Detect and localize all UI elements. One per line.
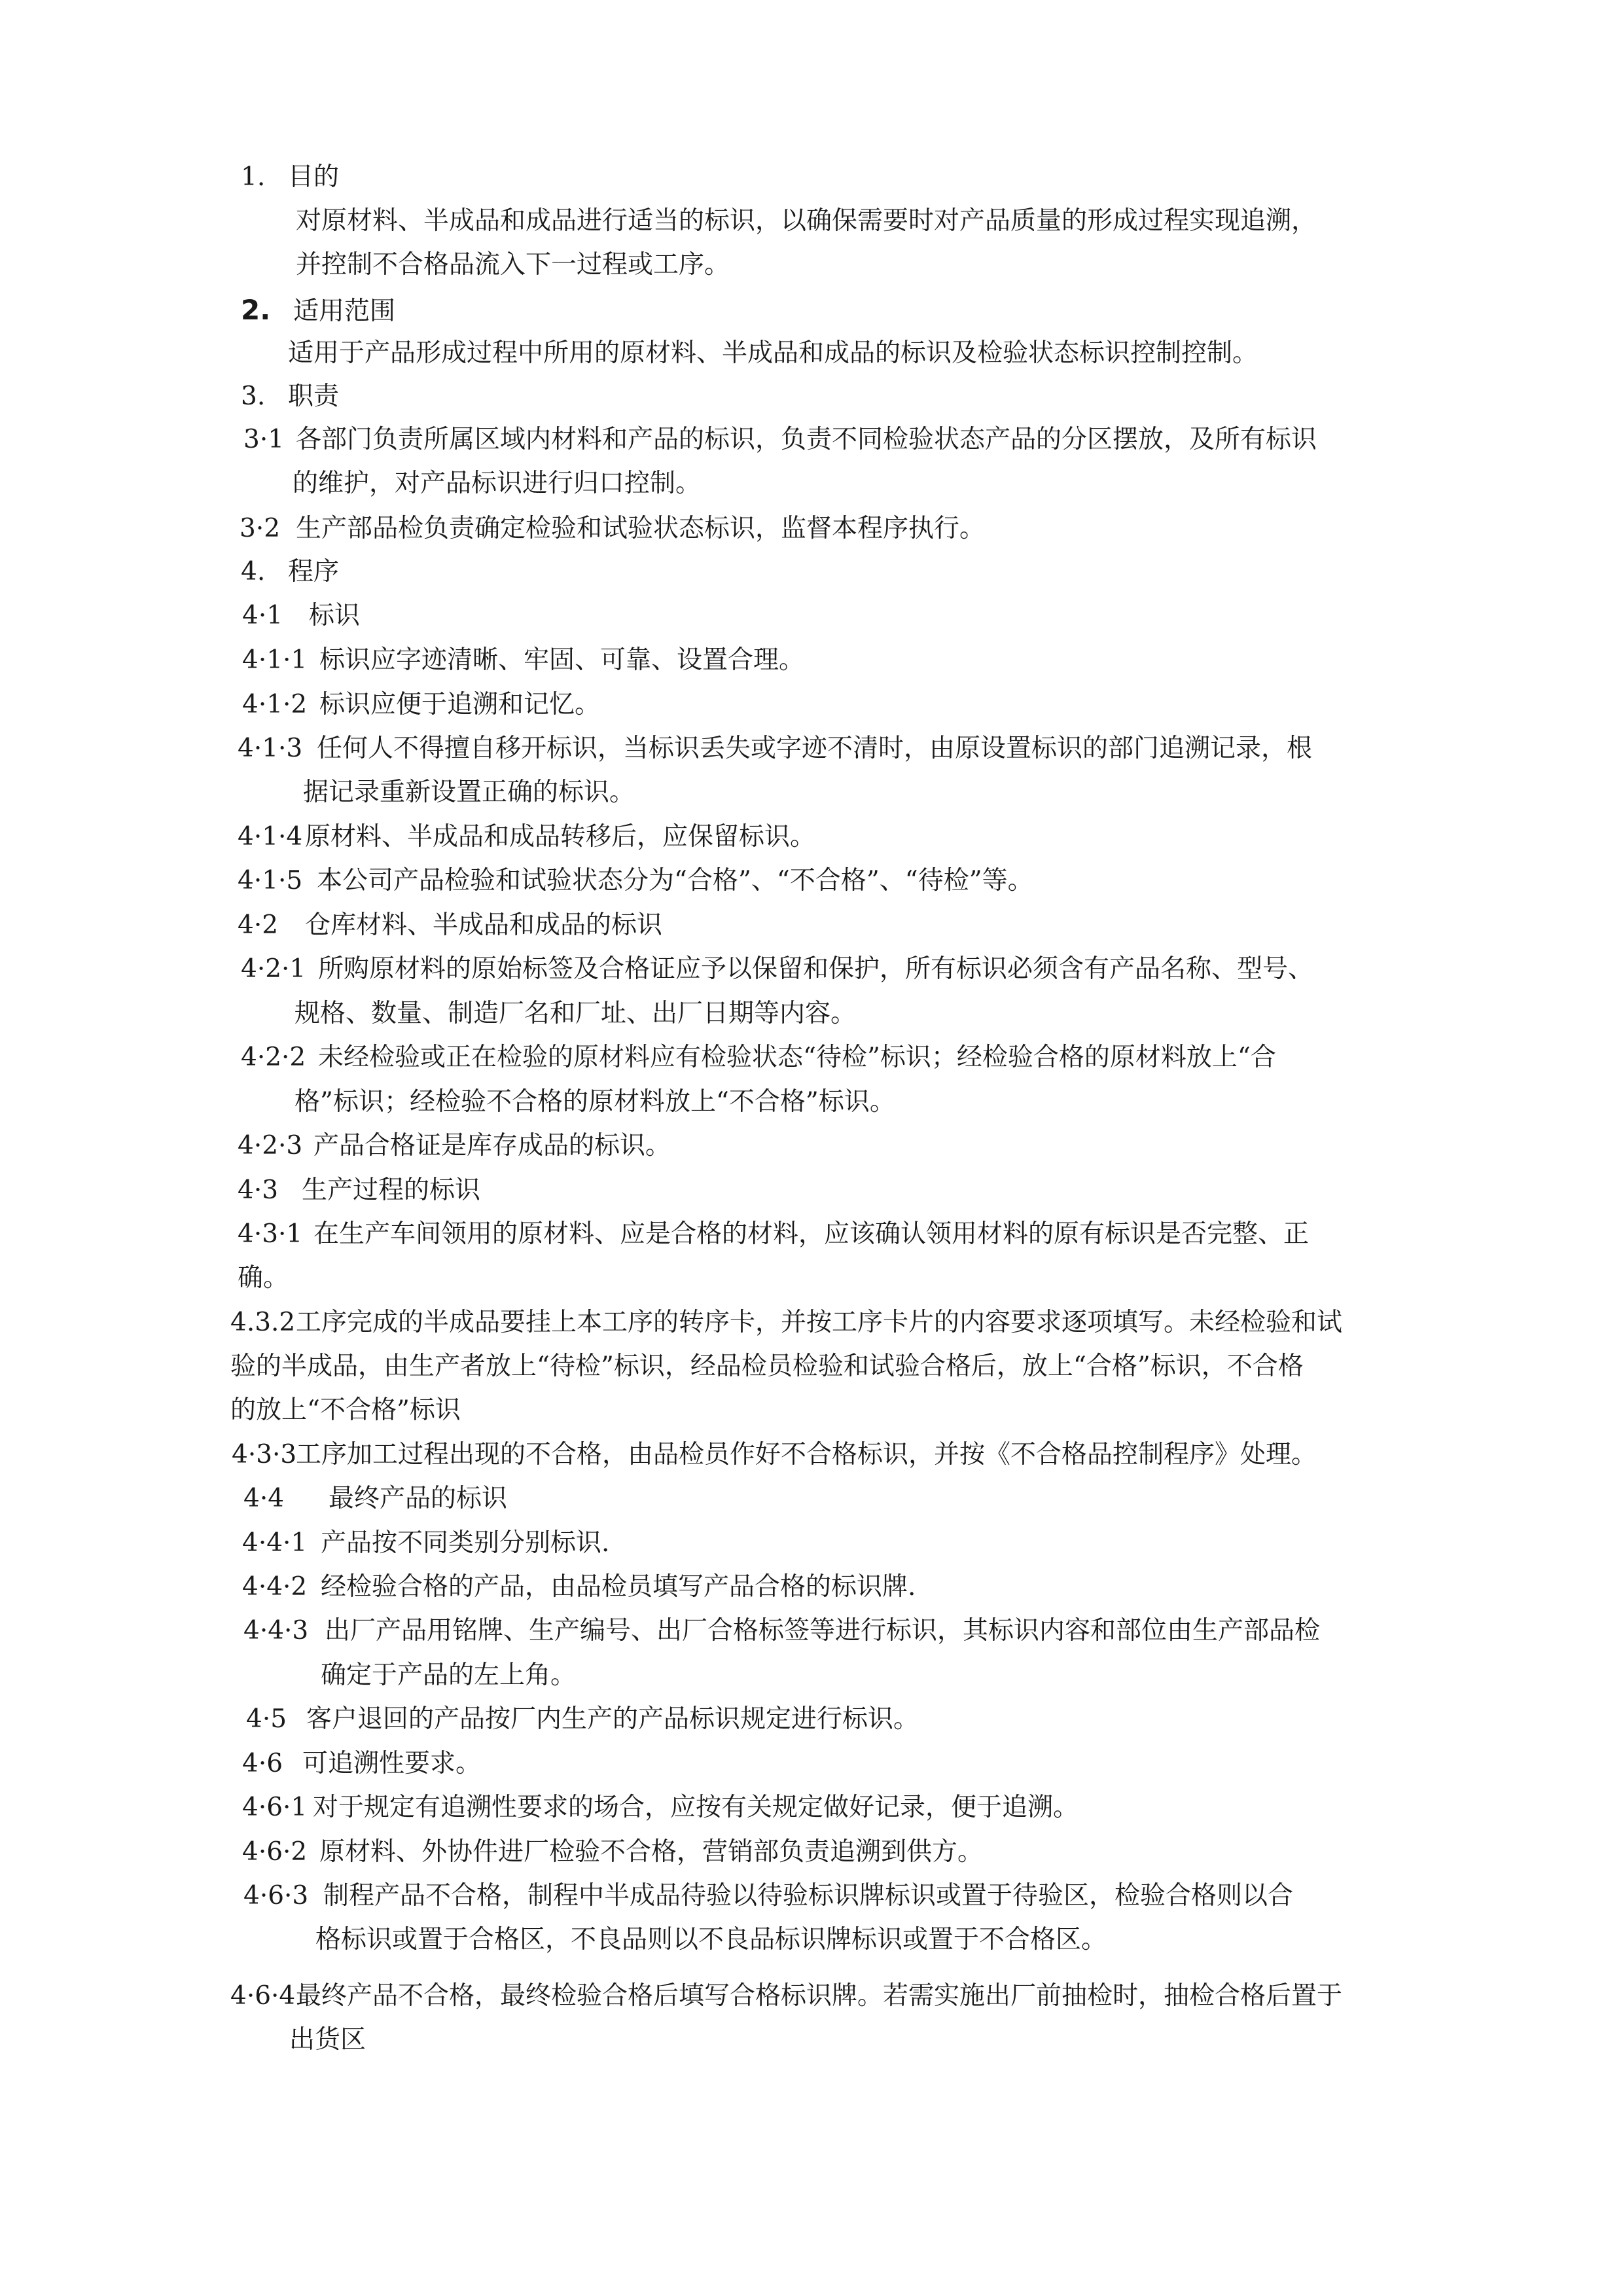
clause-text: 仓库材料、半成品和成品的标识: [305, 910, 663, 940]
clause-line: [238, 1130, 671, 1162]
section-heading: [241, 381, 339, 412]
clause-number: 4·1·3: [238, 734, 303, 763]
clause-number: 4·6·4: [230, 1981, 296, 2011]
clause-text: 产品合格证是库存成品的标识。: [313, 1131, 671, 1160]
paragraph-line: [230, 1395, 461, 1426]
clause-text: 对于规定有追溯性要求的场合，应按有关规定做好记录，便于追溯。: [313, 1793, 1079, 1822]
paragraph-line: [321, 1660, 576, 1691]
clause-number: 3·1: [243, 425, 285, 454]
clause-number: 4.3.2: [230, 1308, 296, 1337]
paragraph-line: [296, 249, 730, 281]
clause-number: 4·1·2: [242, 690, 308, 719]
section-title: 目的: [288, 162, 340, 192]
clause-number: 4·4·1: [242, 1528, 308, 1558]
clause-line: [243, 424, 1317, 456]
clause-number: 4·6·3: [243, 1881, 309, 1910]
clause-number: 4·6: [242, 1749, 283, 1778]
line-text: 规格、数量、制造厂名和厂址、出厂日期等内容。: [294, 999, 857, 1028]
clause-line: [238, 1175, 480, 1206]
clause-number: 4·2·3: [238, 1131, 303, 1160]
clause-line: [238, 821, 815, 853]
clause-line: [240, 513, 985, 545]
clause-number: 4·3·3: [232, 1440, 297, 1469]
paragraph-line: [303, 777, 635, 808]
clause-text: 所购原材料的原始标签及合格证应予以保留和保护，所有标识必须含有产品名称、型号、: [318, 954, 1314, 984]
line-text: 确定于产品的左上角。: [321, 1660, 577, 1690]
clause-text: 标识应便于追溯和记忆。: [319, 690, 601, 719]
clause-number: 4·2: [238, 910, 279, 940]
line-text: 验的半成品，由生产者放上“待检”标识，经品检员检验和试验合格后，放上“合格”标识，不合格: [230, 1352, 1304, 1381]
clause-number: 4·2·2: [241, 1043, 306, 1072]
clause-text: 工序加工过程出现的不合格，由品检员作好不合格标识，并按《不合格品控制程序》处理。: [296, 1440, 1317, 1469]
paragraph-line: [294, 1086, 895, 1118]
clause-text: 客户退回的产品按厂内生产的产品标识规定进行标识。: [306, 1704, 919, 1734]
clause-number: 4·1·1: [242, 645, 308, 675]
clause-line: [242, 1792, 1079, 1823]
clause-number: 4·1·5: [238, 866, 303, 895]
clause-line: [242, 1528, 609, 1559]
clause-number: 4·3·1: [238, 1219, 303, 1249]
clause-text: 未经检验或正在检验的原材料应有检验状态“待检”标识；经检验合格的原材料放上“合: [318, 1043, 1276, 1072]
clause-line: [238, 910, 662, 941]
clause-line: [238, 733, 1312, 764]
clause-line: [246, 1704, 919, 1735]
clause-text: 标识: [309, 601, 361, 630]
clause-line: [242, 1837, 983, 1868]
clause-number: 4·4: [243, 1484, 285, 1513]
clause-number: 4·6·1: [242, 1793, 308, 1822]
clause-line: [230, 1981, 1342, 2012]
clause-number: 4·3: [238, 1175, 279, 1205]
paragraph-line: [293, 468, 701, 499]
section-heading: [241, 556, 339, 588]
clause-line: [230, 1307, 1342, 1338]
clause-text: 制程产品不合格，制程中半成品待验以待验标识牌标识或置于待验区，检验合格则以合: [323, 1881, 1294, 1910]
section-number: 4.: [241, 557, 266, 586]
clause-text: 标识应字迹清晰、牢固、可靠、设置合理。: [319, 645, 805, 675]
clause-text: 生产部品检负责确定检验和试验状态标识，监督本程序执行。: [296, 514, 986, 543]
section-number: 1.: [241, 162, 266, 192]
clause-line: [238, 865, 1033, 897]
clause-line: [242, 1571, 916, 1603]
clause-line: [243, 1880, 1293, 1912]
clause-text: 最终产品的标识: [329, 1484, 508, 1513]
section-number: 3.: [241, 382, 266, 411]
paragraph-line: [296, 206, 1317, 237]
clause-number: 4·2·1: [241, 954, 306, 984]
paragraph-line: [289, 2024, 366, 2056]
clause-text: 任何人不得擅自移开标识，当标识丢失或字迹不清时，由原设置标识的部门追溯记录，根: [317, 734, 1313, 763]
clause-text: 各部门负责所属区域内材料和产品的标识，负责不同检验状态产品的分区摆放，及所有标识: [296, 425, 1317, 454]
paragraph-line: [315, 1924, 1107, 1956]
section-title: 适用范围: [293, 296, 396, 326]
line-text: 出货区: [289, 2025, 366, 2054]
section-title: 程序: [288, 557, 340, 586]
clause-line: [242, 689, 600, 721]
line-text: 据记录重新设置正确的标识。: [303, 778, 635, 807]
clause-line: [238, 1219, 1309, 1250]
clause-line: [242, 600, 360, 632]
clause-line: [242, 1748, 481, 1780]
section-title: 职责: [288, 382, 340, 411]
paragraph-line: [288, 338, 1258, 369]
clause-number: 4·4·3: [243, 1616, 309, 1645]
clause-text: 原材料、外协件进厂检验不合格，营销部负责追溯到供方。: [319, 1837, 984, 1867]
line-text: 格标识或置于合格区，不良品则以不良品标识牌标识或置于不合格区。: [315, 1925, 1107, 1954]
clause-number: 4·1: [242, 601, 283, 630]
clause-number: 4·1·4: [238, 822, 303, 852]
clause-number: 3·2: [240, 514, 281, 543]
clause-line: [241, 1042, 1276, 1073]
clause-number: 4·5: [246, 1704, 287, 1734]
section-heading: [241, 162, 339, 193]
clause-text: 出厂产品用铭牌、生产编号、出厂合格标签等进行标识，其标识内容和部位由生产部品检: [325, 1616, 1321, 1645]
line-text: 适用于产品形成过程中所用的原材料、半成品和成品的标识及检验状态标识控制控制。: [288, 338, 1258, 368]
line-text: 对原材料、半成品和成品进行适当的标识，以确保需要时对产品质量的形成过程实现追溯，: [296, 206, 1317, 236]
paragraph-line: [230, 1351, 1304, 1382]
clause-text: 最终产品不合格，最终检验合格后填写合格标识牌。若需实施出厂前抽检时，抽检合格后置于: [296, 1981, 1343, 2011]
clause-line: [241, 954, 1313, 985]
clause-line: [232, 1439, 1317, 1471]
line-text: 确。: [238, 1263, 289, 1293]
clause-line: [243, 1483, 507, 1515]
line-text: 格”标识；经检验不合格的原材料放上“不合格”标识。: [294, 1087, 895, 1117]
clause-number: 4·4·2: [242, 1572, 308, 1602]
paragraph-line: [294, 998, 856, 1030]
line-text: 的放上“不合格”标识: [230, 1395, 461, 1425]
clause-text: 工序完成的半成品要挂上本工序的转序卡，并按工序卡片的内容要求逐项填写。未经检验和试: [296, 1308, 1343, 1337]
clause-text: 可追溯性要求。: [302, 1749, 482, 1778]
section-heading: [241, 295, 395, 326]
clause-line: [243, 1615, 1320, 1647]
section-number: 2.: [241, 294, 271, 326]
clause-text: 本公司产品检验和试验状态分为“合格”、“不合格”、“待检”等。: [317, 866, 1033, 895]
clause-text: 经检验合格的产品，由品检员填写产品合格的标识牌.: [321, 1572, 916, 1602]
clause-number: 4·6·2: [242, 1837, 308, 1867]
paragraph-line: [238, 1263, 289, 1294]
line-text: 的维护，对产品标识进行归口控制。: [293, 469, 702, 498]
line-text: 并控制不合格品流入下一过程或工序。: [296, 250, 730, 279]
clause-line: [242, 645, 804, 676]
clause-text: 生产过程的标识: [302, 1175, 481, 1205]
clause-text: 在生产车间领用的原材料、应是合格的材料，应该确认领用材料的原有标识是否完整、正: [313, 1219, 1310, 1249]
clause-text: 产品按不同类别分别标识.: [321, 1528, 610, 1558]
clause-text: 原材料、半成品和成品转移后，应保留标识。: [305, 822, 816, 852]
